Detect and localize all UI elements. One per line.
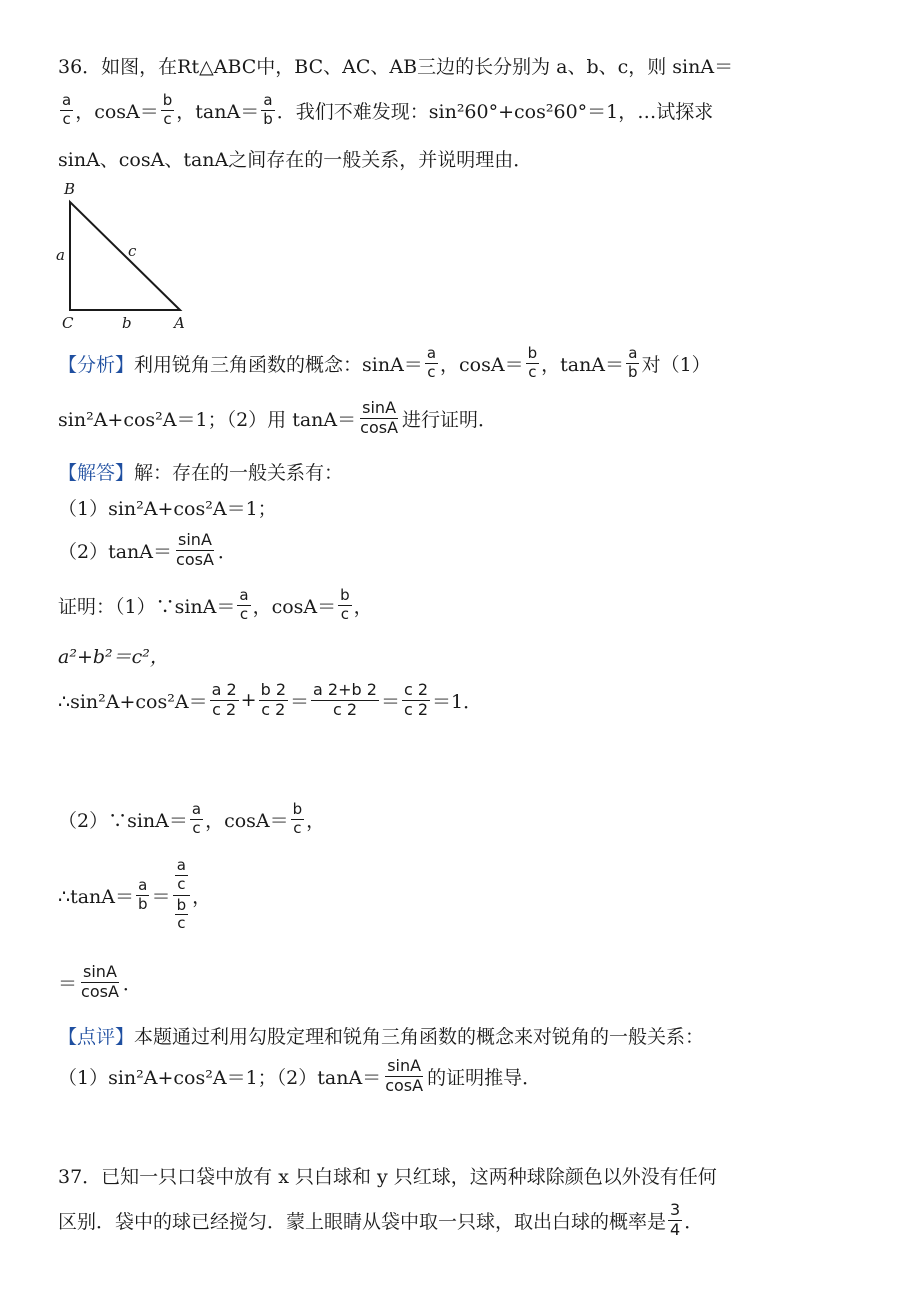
equals-sign: ＝: [151, 885, 171, 908]
comma: ，: [353, 595, 373, 618]
fraction-sina-over-cosa: $\frac{\sin A}{\cos A}$: [360, 398, 399, 437]
answer-text: 解：存在的一般关系有：: [134, 462, 344, 484]
tan-label: ，tanA＝: [176, 100, 260, 123]
side-a-label: a: [56, 246, 65, 264]
comment-identities: （1）sin²A+cos²A＝1；（2）tanA＝: [58, 1066, 382, 1089]
proof-1-line: [58, 588, 373, 623]
comma: ，: [306, 809, 326, 832]
fraction-sina-over-cosa: $\frac{\sin A}{\cos A}$: [176, 530, 214, 569]
fraction-a2-over-c2: $\frac{a 2}{c 2}$: [211, 680, 237, 719]
comment-text: 本题通过利用勾股定理和锐角三角函数的概念来对锐角的一般关系：: [134, 1026, 705, 1048]
fraction-a-over-c: $\frac{a}{c}$: [176, 856, 186, 893]
fraction-a-over-c: $\frac{a}{c}$: [191, 800, 202, 837]
vertex-c-label: C: [62, 314, 74, 332]
proof-2-cos: ，cosA＝: [205, 809, 289, 832]
answer-line: [58, 458, 343, 485]
pythagoras-equation: a²+b²＝c²，: [58, 646, 169, 668]
comment-tag: 【点评】: [58, 1026, 135, 1048]
fraction-a-over-c: $\frac{a}{c}$: [239, 586, 249, 623]
q37-stem-rest: 区别．袋中的球已经搅匀．蒙上眼睛从袋中取一只球，取出白球的概率是: [58, 1210, 667, 1233]
proof-2-sin: （2）∵sinA＝: [58, 809, 188, 832]
fraction-a-over-b: $\frac{a}{b}$: [628, 344, 638, 381]
side-c-label: c: [128, 242, 137, 260]
vertex-b-label: B: [64, 180, 76, 198]
period: ．: [684, 1210, 704, 1233]
fraction-a-over-c: $\frac{a}{c}$: [426, 344, 437, 381]
analysis-text: 利用锐角三角函数的概念：sinA＝: [134, 353, 423, 376]
pythagoras-line: [58, 642, 169, 669]
fraction-a2b2-over-c2: $\frac{a 2+b 2}{c 2}$: [313, 680, 377, 719]
proof-1-cos: ，cosA＝: [252, 595, 337, 618]
tan-label: ，tanA＝: [541, 353, 625, 376]
fraction-a-over-c: $\frac{a}{c}$: [62, 91, 72, 128]
fraction-b-over-c: $\frac{b}{c}$: [527, 344, 538, 381]
cos-label: ，cosA＝: [75, 100, 159, 123]
comment-end: 的证明推导．: [427, 1066, 542, 1089]
q36-stem-text: 36．如图，在Rt△ABC中，BC、AC、AB三边的长分别为 a、b、c，则 sinA＝: [58, 56, 734, 78]
equals-sign: ＝: [58, 972, 78, 995]
proof-1-sin: 证明：（1）∵sinA＝: [58, 595, 236, 618]
fraction-sina-over-cosa: $\frac{\sin A}{\cos A}$: [385, 1056, 424, 1095]
answer-identity-1: （1）sin²A+cos²A＝1；: [58, 498, 277, 520]
analysis-line-1: [58, 346, 711, 381]
therefore-1-text: ∴sin²A+cos²A＝: [58, 690, 208, 713]
analysis-end: 进行证明．: [402, 408, 498, 431]
fraction-b2-over-c2: $\frac{b 2}{c 2}$: [260, 680, 287, 719]
q37-stem-text: 37．已知一只口袋中放有 x 只白球和 y 只红球，这两种球除颜色以外没有任何: [58, 1166, 717, 1188]
comment-line-2: [58, 1058, 541, 1095]
q36-line-3: [58, 145, 532, 172]
compound-fraction: [173, 858, 191, 932]
fraction-b-over-c: $\frac{b}{c}$: [292, 800, 303, 837]
fraction-b-over-c: $\frac{b}{c}$: [162, 91, 173, 128]
right-triangle-figure: [52, 176, 202, 334]
equals-sign: ＝: [380, 690, 400, 713]
answer-item-2: [58, 532, 237, 569]
therefore-2-result: [58, 964, 142, 1001]
side-b-label: b: [122, 314, 132, 332]
q36-line-1: [58, 52, 733, 79]
fraction-b-over-c: $\frac{b}{c}$: [340, 586, 350, 623]
answer-item-1: [58, 494, 277, 521]
period: ．: [217, 540, 237, 563]
fraction-b-over-c: $\frac{b}{c}$: [176, 895, 187, 933]
fraction-probability: $\frac{3}{4}$: [670, 1200, 681, 1239]
q36-line-2: [58, 93, 713, 128]
cos-label: ，cosA＝: [440, 353, 524, 376]
fraction-c2-over-c2: $\frac{c 2}{c 2}$: [403, 680, 429, 719]
answer-identity-2: （2）tanA＝: [58, 540, 173, 563]
analysis-tag: 【分析】: [58, 353, 135, 376]
equals-sign: ＝: [290, 690, 310, 713]
analysis-identity: sin²A+cos²A＝1；（2）用 tanA＝: [58, 408, 357, 431]
fraction-sina-over-cosa: $\frac{\sin A}{\cos A}$: [81, 962, 119, 1001]
q37-line-1: [58, 1162, 717, 1189]
analysis-line-2: [58, 400, 497, 437]
equals-one: ＝1．: [432, 690, 483, 713]
triangle-shape: [70, 202, 180, 310]
proof-2-line: [58, 802, 325, 837]
therefore-2-text: ∴tanA＝: [58, 885, 135, 908]
q37-line-2: [58, 1202, 703, 1239]
answer-tag: 【解答】: [58, 462, 135, 484]
fraction-a-over-b: $\frac{a}{b}$: [138, 875, 148, 913]
q36-stem-rest: ．我们不难发现：sin²60°+cos²60°＝1，…试探求: [276, 100, 714, 123]
analysis-tail: 对（1）: [641, 353, 711, 376]
plus-sign: +: [240, 689, 257, 712]
fraction-a-over-b: $\frac{a}{b}$: [263, 91, 273, 128]
therefore-1-line: [58, 682, 482, 719]
vertex-a-label: A: [174, 314, 185, 332]
period: ．: [122, 972, 142, 995]
comma: ，: [192, 885, 212, 908]
therefore-2-line: [58, 858, 211, 932]
comment-line-1: [58, 1022, 704, 1049]
q36-task: sinA、cosA、tanA之间存在的一般关系，并说明理由．: [58, 149, 533, 171]
